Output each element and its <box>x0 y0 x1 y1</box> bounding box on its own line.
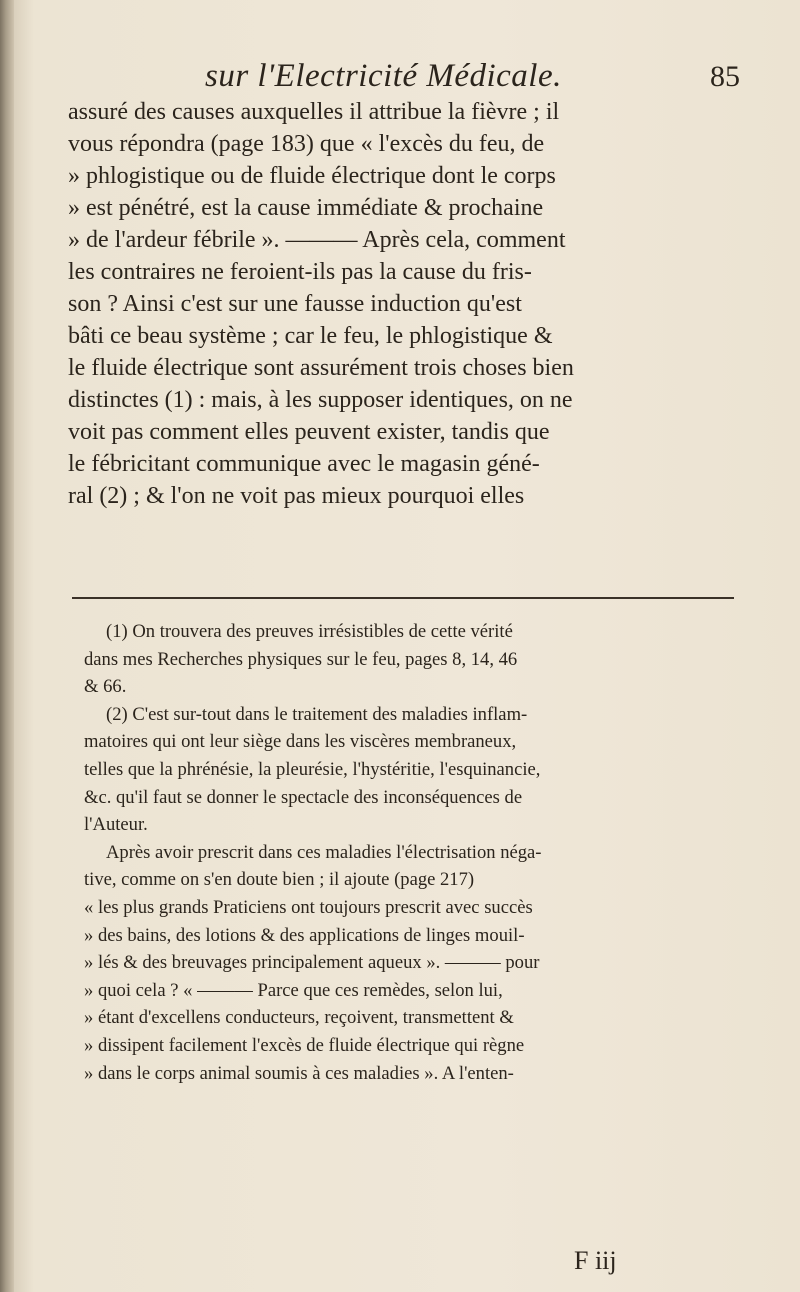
text-line: assuré des causes auxquelles il attribue la fièvre ; il <box>68 99 560 125</box>
text-line: bâti ce beau système ; car le feu, le phlogistique & <box>68 323 553 349</box>
footnote-line: » dans le corps animal soumis à ces maladies ». A l'enten- <box>84 1062 514 1084</box>
page-number: 85 <box>710 60 740 93</box>
footnote-line: & 66. <box>84 676 127 698</box>
text-line: » de l'ardeur fébrile ». ——— Après cela, comment <box>68 227 566 253</box>
text-line: » phlogistique ou de fluide électrique dont le corps <box>68 163 556 189</box>
footnote-line: » quoi cela ? « ——— Parce que ces remèdes, selon lui, <box>84 979 503 1001</box>
page-header <box>75 58 740 98</box>
footnote-rule <box>72 597 734 599</box>
text-line: son ? Ainsi c'est sur une fausse induction qu'est <box>68 291 522 317</box>
footnote-line: telles que la phrénésie, la pleurésie, l'hystéritie, l'esquinancie, <box>84 758 541 780</box>
footnote-line: tive, comme on s'en doute bien ; il ajoute (page 217) <box>84 869 475 891</box>
footnotes <box>84 618 736 1087</box>
page-spine-shadow <box>0 0 14 1292</box>
footnote-line: » des bains, des lotions & des applications de linges mouil- <box>84 924 525 946</box>
signature-mark: F iij <box>574 1246 617 1275</box>
text-line: distinctes (1) : mais, à les supposer identiques, on ne <box>68 387 573 413</box>
footnote-line: &c. qu'il faut se donner le spectacle des inconséquences de <box>84 786 523 808</box>
footnote-line: Après avoir prescrit dans ces maladies l'électrisation néga- <box>106 841 542 863</box>
text-line: le fébricitant communique avec le magasin géné- <box>68 451 540 477</box>
text-line: vous répondra (page 183) que « l'excès du feu, de <box>68 131 545 157</box>
footnote-line: « les plus grands Praticiens ont toujours prescrit avec succès <box>84 896 533 918</box>
footnote-line: » étant d'excellens conducteurs, reçoivent, transmettent & <box>84 1007 514 1029</box>
footnote-line: matoires qui ont leur siège dans les viscères membraneux, <box>84 731 517 753</box>
footnote-line: (1) On trouvera des preuves irrésistibles de cette vérité <box>106 621 513 642</box>
footnote-line: l'Auteur. <box>84 814 148 836</box>
text-line: le fluide électrique sont assurément trois choses bien <box>68 355 574 381</box>
footnote-line: (2) C'est sur-tout dans le traitement des maladies inflam- <box>106 703 528 725</box>
text-line: ral (2) ; & l'on ne voit pas mieux pourquoi elles <box>68 483 525 509</box>
running-title: sur l'Electricité Médicale. <box>205 58 562 94</box>
footnote-line: » dissipent facilement l'excès de fluide électrique qui règne <box>84 1034 525 1056</box>
footnote-line: » lés & des breuvages principalement aqueux ». ——— pour <box>84 952 540 974</box>
text-line: voit pas comment elles peuvent exister, tandis que <box>68 419 550 445</box>
main-text <box>68 96 740 512</box>
footnote-line: dans mes Recherches physiques sur le feu, pages 8, 14, 46 <box>84 648 518 670</box>
text-line: les contraires ne feroient-ils pas la cause du fris- <box>68 259 532 285</box>
text-line: » est pénétré, est la cause immédiate & prochaine <box>68 195 544 221</box>
